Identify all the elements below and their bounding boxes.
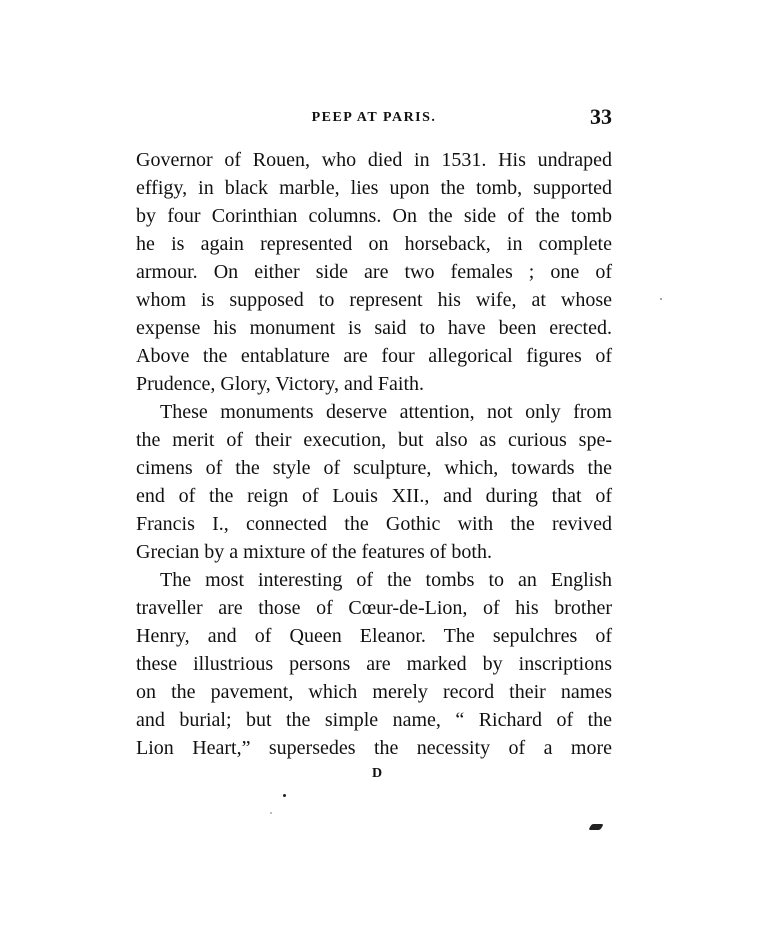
text-line: on the pavement, which merely record their names — [136, 681, 612, 703]
text-line: he is again represented on horseback, in complete — [136, 233, 612, 255]
text-line: the merit of their execution, but also as curious spe- — [136, 429, 612, 451]
text-line: expense his monument is said to have been erected. — [136, 317, 612, 339]
ink-speck — [270, 812, 272, 814]
page-number: 33 — [590, 104, 612, 129]
text-line: Prudence, Glory, Victory, and Faith. — [136, 373, 424, 395]
body-text — [136, 146, 612, 762]
text-line: whom is supposed to represent his wife, at whose — [136, 289, 612, 311]
text-line: cimens of the style of sculpture, which, towards the — [136, 457, 612, 479]
ink-smudge — [588, 824, 603, 830]
text-line: The most interesting of the tombs to an English — [160, 569, 612, 591]
text-line: traveller are those of Cœur-de-Lion, of his brother — [136, 597, 612, 619]
text-line: and burial; but the simple name, “ Richard of the — [136, 709, 612, 731]
text-line: Above the entablature are four allegorical figures of — [136, 345, 612, 367]
text-line: Grecian by a mixture of the features of both. — [136, 541, 492, 563]
text-line: Lion Heart,” supersedes the necessity of a more — [136, 737, 612, 759]
text-line: by four Corinthian columns. On the side of the tomb — [136, 205, 612, 227]
text-line: Governor of Rouen, who died in 1531. His undraped — [136, 149, 612, 171]
text-line: armour. On either side are two females ; one of — [136, 261, 612, 283]
ink-speck — [283, 794, 286, 797]
ink-speck — [660, 298, 662, 300]
text-line: Henry, and of Queen Eleanor. The sepulchres of — [136, 625, 612, 647]
text-line: These monuments deserve attention, not only from — [160, 401, 612, 423]
signature-mark: D — [371, 766, 383, 781]
text-line: these illustrious persons are marked by inscriptions — [136, 653, 612, 675]
text-line: effigy, in black marble, lies upon the tomb, supported — [136, 177, 612, 199]
running-title: PEEP AT PARIS. — [311, 110, 437, 125]
text-line: Francis I., connected the Gothic with the revived — [136, 513, 612, 535]
text-line: end of the reign of Louis XII., and during that of — [136, 485, 612, 507]
running-head — [136, 104, 612, 132]
